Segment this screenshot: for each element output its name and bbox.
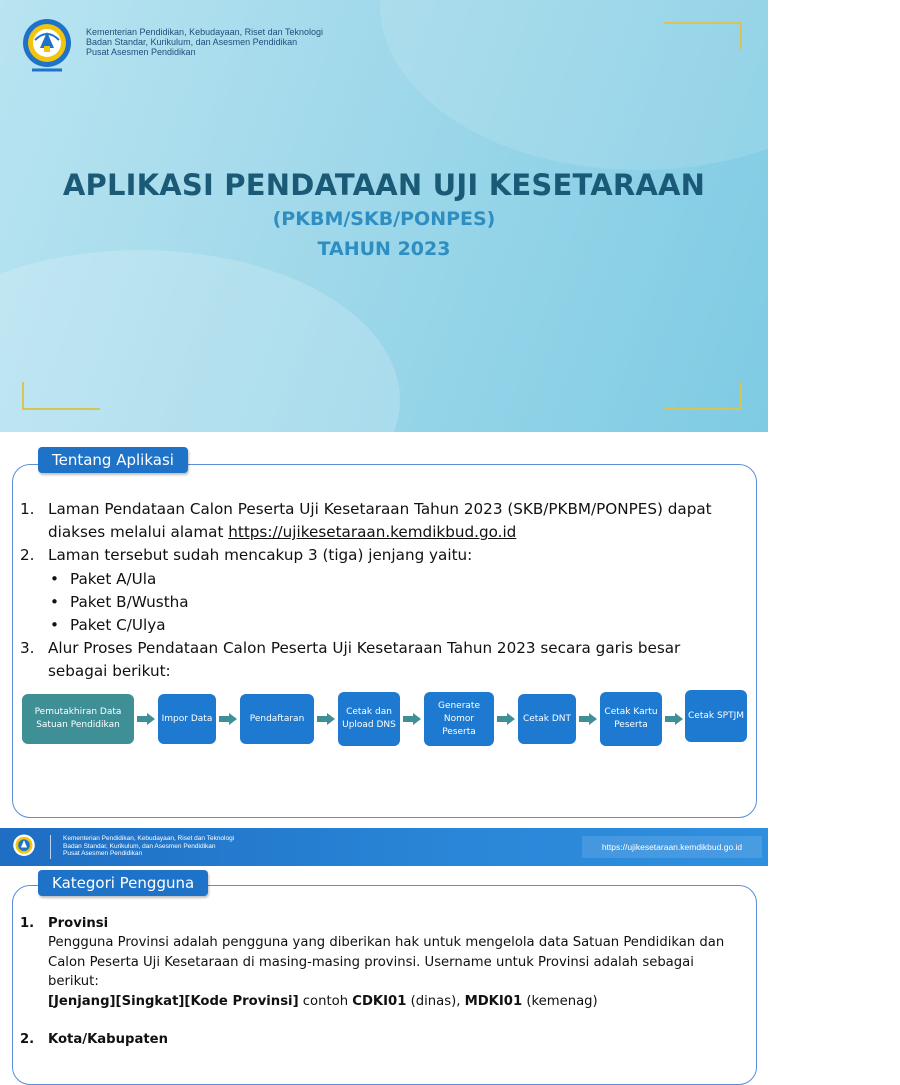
list-title: Provinsi (48, 916, 109, 931)
flow-step: Generate Nomor Peserta (424, 692, 494, 746)
background-wave (380, 0, 900, 170)
list-item (20, 498, 740, 544)
flow-step: Pendaftaran (240, 694, 314, 744)
bullet-text: Paket C/Ulya (70, 616, 166, 635)
list-text: (dinas), (406, 993, 465, 1009)
bullet-icon: • (50, 616, 59, 635)
example-username: CDKI01 (352, 993, 407, 1009)
ministry-line: Kementerian Pendidikan, Kebudayaan, Riset dan Teknologi (86, 27, 323, 37)
slide-title: APLIKASI PENDATAAN UJI KESETARAAN (62, 168, 706, 202)
title-slide (0, 0, 768, 432)
arrow-right-icon (403, 713, 421, 725)
divider (50, 835, 51, 859)
process-flow (22, 690, 752, 750)
ministry-text (86, 27, 323, 57)
list-item (20, 914, 740, 1011)
list-number: 1. (20, 916, 35, 931)
arrow-right-icon (137, 713, 155, 725)
list-item (20, 1030, 740, 1049)
flow-step: Cetak DNT (518, 694, 576, 744)
list-text: Alur Proses Pendataan Calon Peserta Uji Kesetaraan Tahun 2023 secara garis besar (48, 639, 681, 658)
arrow-right-icon (665, 713, 683, 725)
arrow-right-icon (497, 713, 515, 725)
flow-step: Cetak dan Upload DNS (338, 692, 400, 746)
ministry-line: Kementerian Pendidikan, Kebudayaan, Riset dan Teknologi (63, 835, 235, 842)
corner-decoration (664, 22, 742, 50)
list-text: Calon Peserta Uji Kesetaraan di masing-masing provinsi. Username untuk Provinsi adalah sebagai berikut: (48, 954, 694, 990)
corner-decoration (22, 382, 100, 410)
list-number: 2. (20, 1032, 35, 1048)
list-text: Pengguna Provinsi adalah pengguna yang diberikan hak untuk mengelola data Satuan Pendidikan dan (48, 935, 725, 951)
list-item (20, 637, 740, 683)
header-bar (0, 828, 768, 866)
list-number: 1. (20, 500, 35, 518)
slide-year: TAHUN 2023 (317, 238, 451, 260)
bullet-item (20, 568, 740, 591)
example-username: MDKI01 (464, 993, 523, 1009)
bullet-item (20, 591, 740, 614)
list-number: 2. (20, 546, 35, 565)
app-url-link[interactable]: https://ujikesetaraan.kemdikbud.go.id (228, 523, 517, 542)
ministry-line: Badan Standar, Kurikulum, dan Asesmen Pendidikan (86, 37, 298, 47)
tut-wuri-handayani-logo-icon (12, 834, 36, 860)
about-app-slide (0, 432, 768, 828)
arrow-right-icon (219, 713, 237, 725)
section-label: Kategori Pengguna (38, 870, 208, 896)
flow-step: Pemutakhiran Data Satuan Pendidikan (22, 694, 134, 744)
numbered-list (20, 498, 740, 684)
ministry-line: Pusat Asesmen Pendidikan (86, 47, 196, 57)
bullet-item (20, 614, 740, 637)
flow-step: Cetak SPTJM (685, 690, 747, 742)
list-text: contoh (298, 993, 353, 1009)
tut-wuri-handayani-logo-icon (22, 18, 72, 76)
flow-step: Cetak Kartu Peserta (600, 692, 662, 746)
list-text: diakses melalui alamat (48, 523, 229, 542)
username-format: [Jenjang][Singkat][Kode Provinsi] (48, 993, 299, 1009)
list-text: sebagai berikut: (48, 662, 171, 681)
header-url[interactable]: https://ujikesetaraan.kemdikbud.go.id (582, 836, 762, 858)
bullet-text: Paket A/Ula (70, 569, 157, 588)
bullet-icon: • (50, 569, 59, 588)
ministry-line: Badan Standar, Kurikulum, dan Asesmen Pendidikan (63, 842, 216, 850)
ministry-line: Pusat Asesmen Pendidikan (63, 850, 143, 858)
list-text: Laman tersebut sudah mencakup 3 (tiga) jenjang yaitu: (48, 546, 473, 565)
flow-step: Impor Data (158, 694, 216, 744)
bullet-icon: • (50, 592, 59, 611)
bullet-text: Paket B/Wustha (70, 592, 189, 611)
list-text: (kemenag) (522, 993, 598, 1009)
arrow-right-icon (579, 713, 597, 725)
list-title: Kota/Kabupaten (48, 1032, 168, 1048)
numbered-list (20, 914, 740, 1049)
list-text: Laman Pendataan Calon Peserta Uji Kesetaraan Tahun 2023 (SKB/PKBM/PONPES) dapat (48, 500, 712, 518)
user-category-slide (0, 866, 768, 1048)
arrow-right-icon (317, 713, 335, 725)
section-label: Tentang Aplikasi (38, 447, 188, 473)
ministry-text (63, 835, 234, 858)
list-number: 3. (20, 639, 35, 658)
slide-subtitle: (PKBM/SKB/PONPES) (272, 208, 496, 230)
list-item (20, 544, 740, 567)
corner-decoration (664, 382, 742, 410)
